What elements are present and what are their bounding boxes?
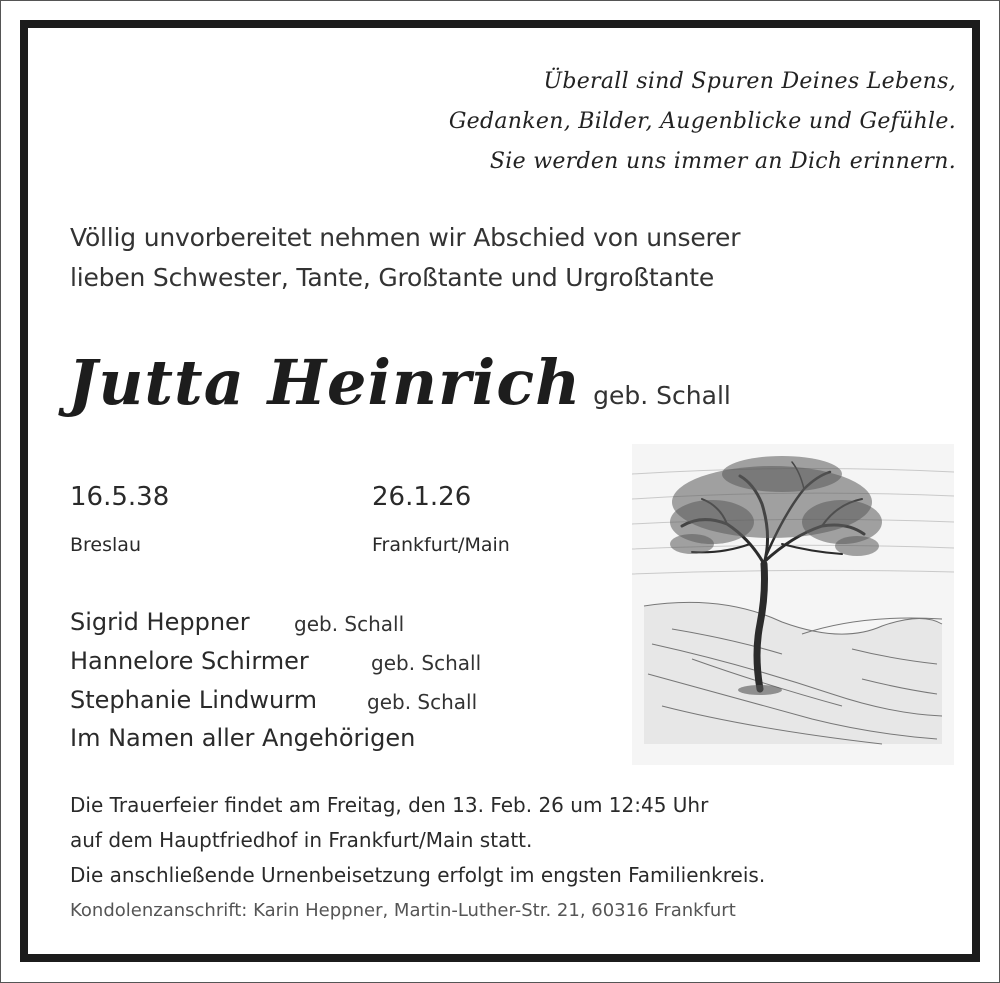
poem-line: Sie werden uns immer an Dich erinnern. [489, 149, 956, 174]
condolence-address: Kondolenzanschrift: Karin Heppner, Martin-Luther-Str. 21, 60316 Frankfurt [70, 900, 736, 921]
poem-line: Gedanken, Bilder, Augenblicke und Gefühle. [448, 109, 956, 134]
death-date: 26.1.26 [372, 482, 472, 512]
ceremony-info [70, 788, 765, 893]
mourner-name: Sigrid Heppner [70, 608, 250, 636]
tree-on-hill-sketch-icon [632, 444, 954, 765]
intro-line: lieben Schwester, Tante, Großtante und Urgroßtante [70, 263, 715, 292]
deceased-name-row [68, 346, 731, 419]
ceremony-line: Die anschließende Urnenbeisetzung erfolgt im engsten Familienkreis. [70, 863, 766, 887]
ceremony-line: auf dem Hauptfriedhof in Frankfurt/Main statt. [70, 828, 533, 852]
deceased-maiden-name: geb. Schall [593, 381, 731, 410]
mourner-maiden: geb. Schall [371, 651, 482, 675]
mourner-maiden: geb. Schall [294, 612, 405, 636]
memorial-poem [449, 62, 956, 182]
family-line: Im Namen aller Angehörigen [70, 724, 416, 752]
intro-line: Völlig unvorbereitet nehmen wir Abschied von unserer [70, 223, 741, 252]
deceased-name: Jutta Heinrich [68, 346, 582, 419]
mourner-maiden: geb. Schall [367, 690, 478, 714]
ceremony-line: Die Trauerfeier findet am Freitag, den 13. Feb. 26 um 12:45 Uhr [70, 793, 709, 817]
mourner-name: Hannelore Schirmer [70, 647, 309, 675]
mourner-name: Stephanie Lindwurm [70, 686, 317, 714]
death-place: Frankfurt/Main [372, 534, 510, 556]
birth-place: Breslau [70, 534, 141, 556]
birth-date: 16.5.38 [70, 482, 170, 512]
poem-line: Überall sind Spuren Deines Lebens, [543, 69, 956, 94]
intro-text [70, 218, 740, 298]
